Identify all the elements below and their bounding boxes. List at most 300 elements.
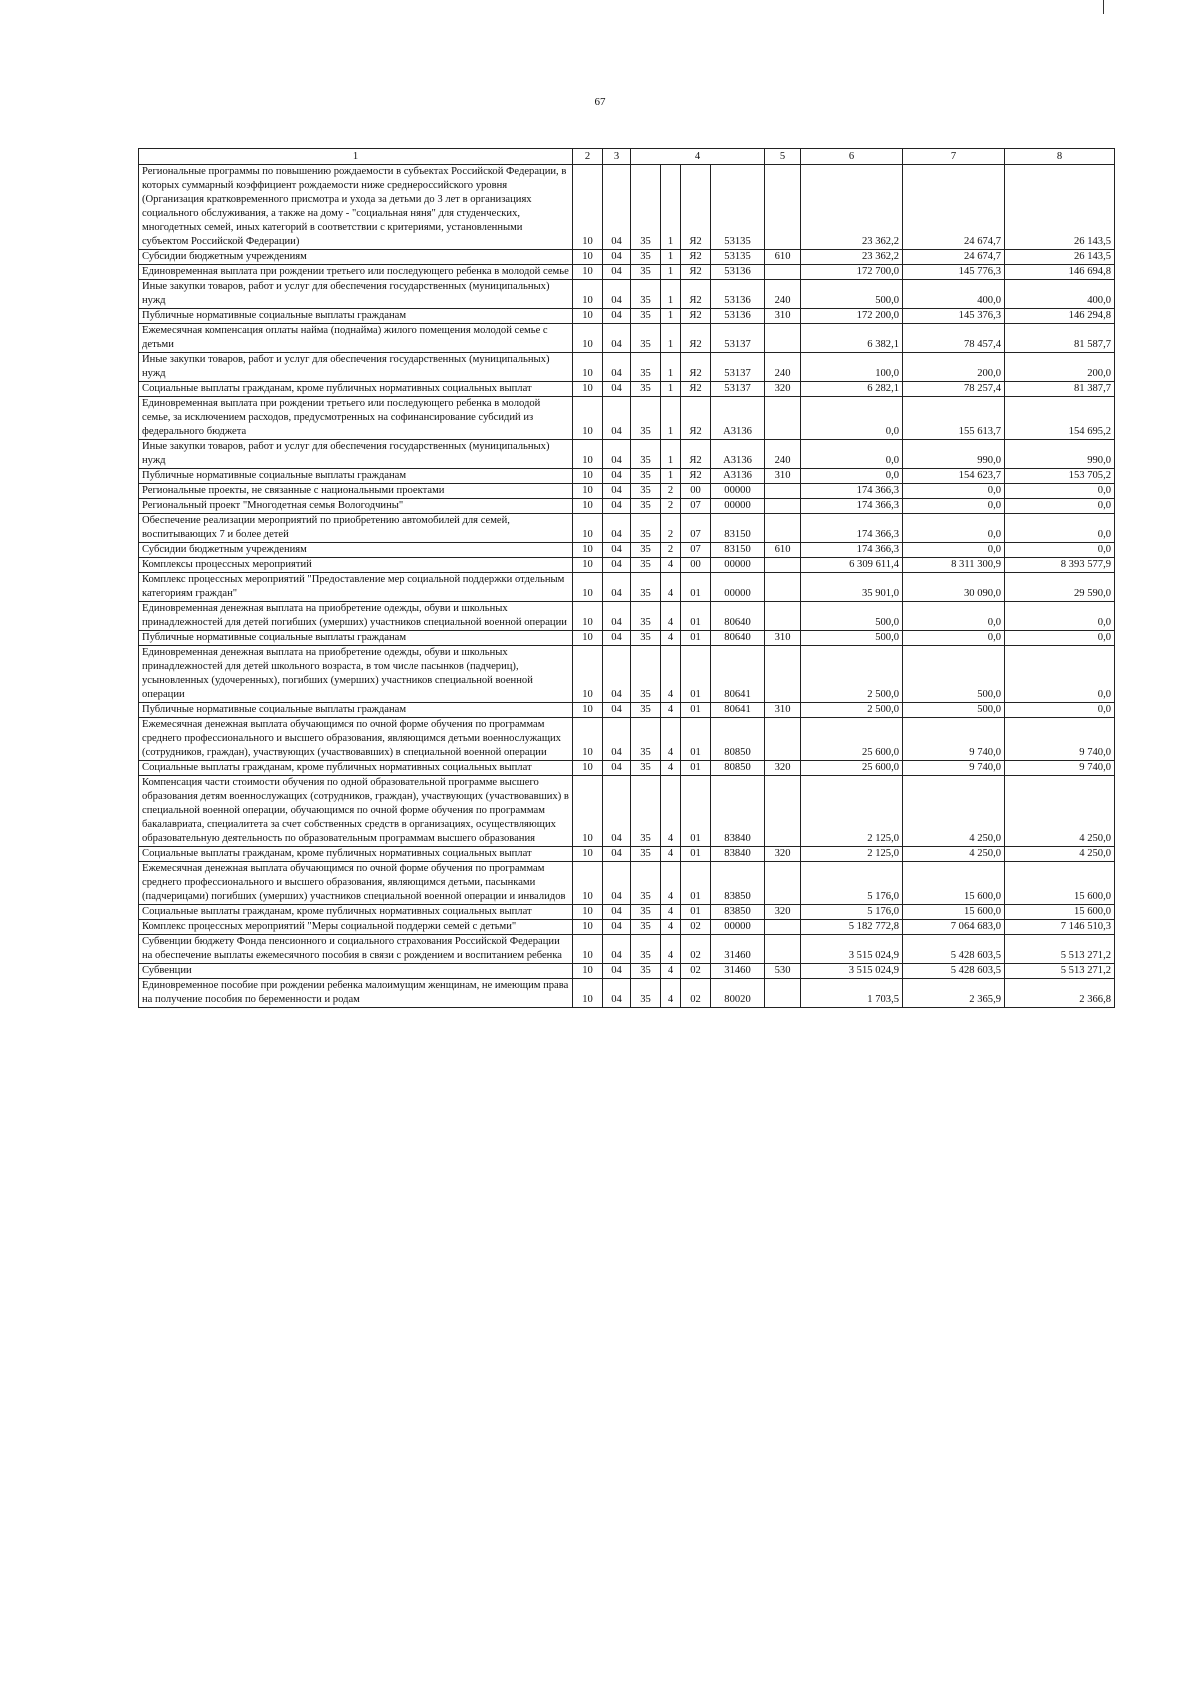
- row-project-code: 02: [681, 935, 711, 964]
- table-row: [139, 905, 1115, 920]
- row-value-6: 174 366,3: [801, 499, 903, 514]
- row-subprogram-code: 4: [661, 776, 681, 847]
- table-body: [139, 165, 1115, 1008]
- row-direction-code: 00000: [711, 573, 765, 602]
- row-project-code: 01: [681, 573, 711, 602]
- row-section: 10: [573, 250, 603, 265]
- row-subsection: 04: [603, 920, 631, 935]
- row-subprogram-code: 1: [661, 353, 681, 382]
- row-expense-type: 310: [765, 469, 801, 484]
- row-value-8: 9 740,0: [1005, 761, 1115, 776]
- row-expense-type: [765, 499, 801, 514]
- row-program-code: 35: [631, 265, 661, 280]
- row-value-7: 0,0: [903, 631, 1005, 646]
- row-name: Единовременная выплата при рождении третьего или последующего ребенка в молодой семье: [139, 265, 573, 280]
- row-subsection: 04: [603, 484, 631, 499]
- row-direction-code: 83850: [711, 905, 765, 920]
- table-row: [139, 165, 1115, 250]
- row-subsection: 04: [603, 353, 631, 382]
- row-value-7: 400,0: [903, 280, 1005, 309]
- row-direction-code: 80641: [711, 646, 765, 703]
- row-name: Комплекс процессных мероприятий "Меры социальной поддержи семей с детьми": [139, 920, 573, 935]
- row-project-code: Я2: [681, 440, 711, 469]
- row-project-code: 01: [681, 631, 711, 646]
- row-value-6: 0,0: [801, 397, 903, 440]
- row-project-code: 01: [681, 718, 711, 761]
- row-section: 10: [573, 265, 603, 280]
- row-subsection: 04: [603, 165, 631, 250]
- row-section: 10: [573, 631, 603, 646]
- row-value-6: 23 362,2: [801, 165, 903, 250]
- row-subsection: 04: [603, 382, 631, 397]
- row-value-8: 9 740,0: [1005, 718, 1115, 761]
- table-row: [139, 397, 1115, 440]
- row-value-8: 0,0: [1005, 543, 1115, 558]
- header-col-8: 8: [1005, 149, 1115, 165]
- row-expense-type: [765, 920, 801, 935]
- row-direction-code: 53135: [711, 165, 765, 250]
- row-value-7: 4 250,0: [903, 776, 1005, 847]
- row-project-code: 01: [681, 776, 711, 847]
- row-expense-type: 320: [765, 761, 801, 776]
- row-value-7: 2 365,9: [903, 979, 1005, 1008]
- row-project-code: 01: [681, 646, 711, 703]
- row-subsection: 04: [603, 847, 631, 862]
- row-direction-code: 80850: [711, 718, 765, 761]
- row-name: Социальные выплаты гражданам, кроме публичных нормативных социальных выплат: [139, 847, 573, 862]
- table-row: [139, 718, 1115, 761]
- row-expense-type: 320: [765, 847, 801, 862]
- row-direction-code: 80640: [711, 602, 765, 631]
- row-name: Публичные нормативные социальные выплаты гражданам: [139, 309, 573, 324]
- row-name: Социальные выплаты гражданам, кроме публичных нормативных социальных выплат: [139, 761, 573, 776]
- table-row: [139, 382, 1115, 397]
- row-value-6: 0,0: [801, 469, 903, 484]
- row-project-code: Я2: [681, 469, 711, 484]
- row-expense-type: [765, 573, 801, 602]
- row-subsection: 04: [603, 514, 631, 543]
- row-direction-code: 80640: [711, 631, 765, 646]
- row-value-8: 4 250,0: [1005, 776, 1115, 847]
- row-section: 10: [573, 397, 603, 440]
- row-subprogram-code: 4: [661, 631, 681, 646]
- row-direction-code: 83150: [711, 514, 765, 543]
- row-program-code: 35: [631, 847, 661, 862]
- row-value-6: 174 366,3: [801, 484, 903, 499]
- header-col-6: 6: [801, 149, 903, 165]
- row-value-6: 2 500,0: [801, 646, 903, 703]
- row-subprogram-code: 2: [661, 543, 681, 558]
- row-section: 10: [573, 646, 603, 703]
- row-section: 10: [573, 761, 603, 776]
- row-direction-code: 53137: [711, 353, 765, 382]
- row-subsection: 04: [603, 324, 631, 353]
- row-subsection: 04: [603, 543, 631, 558]
- row-direction-code: 80850: [711, 761, 765, 776]
- row-value-6: 6 382,1: [801, 324, 903, 353]
- row-value-8: 0,0: [1005, 484, 1115, 499]
- row-value-7: 200,0: [903, 353, 1005, 382]
- row-subsection: 04: [603, 558, 631, 573]
- row-value-8: 2 366,8: [1005, 979, 1115, 1008]
- row-value-6: 0,0: [801, 440, 903, 469]
- row-expense-type: 530: [765, 964, 801, 979]
- row-program-code: 35: [631, 309, 661, 324]
- row-value-8: 26 143,5: [1005, 165, 1115, 250]
- row-subprogram-code: 1: [661, 165, 681, 250]
- row-value-8: 200,0: [1005, 353, 1115, 382]
- table-row: [139, 646, 1115, 703]
- row-name: Иные закупки товаров, работ и услуг для обеспечения государственных (муниципальных) нужд: [139, 280, 573, 309]
- row-name: Комплекс процессных мероприятий "Предоставление мер социальной поддержки отдельным категориям граждан": [139, 573, 573, 602]
- row-name: Социальные выплаты гражданам, кроме публичных нормативных социальных выплат: [139, 905, 573, 920]
- row-name: Субвенции бюджету Фонда пенсионного и социального страхования Российской Федерации на обеспечение выплаты ежемесячного пособия в связи с рождением и воспитанием ребенка: [139, 935, 573, 964]
- row-name: Иные закупки товаров, работ и услуг для обеспечения государственных (муниципальных) нужд: [139, 353, 573, 382]
- row-direction-code: 53137: [711, 382, 765, 397]
- row-project-code: Я2: [681, 324, 711, 353]
- table-row: [139, 353, 1115, 382]
- row-subprogram-code: 1: [661, 309, 681, 324]
- row-section: 10: [573, 382, 603, 397]
- row-subsection: 04: [603, 761, 631, 776]
- row-expense-type: [765, 558, 801, 573]
- row-direction-code: 31460: [711, 964, 765, 979]
- table-row: [139, 847, 1115, 862]
- row-subsection: 04: [603, 265, 631, 280]
- row-value-7: 30 090,0: [903, 573, 1005, 602]
- header-row: [139, 149, 1115, 165]
- row-expense-type: [765, 646, 801, 703]
- table-row: [139, 761, 1115, 776]
- row-subprogram-code: 4: [661, 964, 681, 979]
- row-expense-type: [765, 514, 801, 543]
- row-name: Ежемесячная денежная выплата обучающимся по очной форме обучения по программам среднего профессионального и высшего образования, являющимся детьми, пасынками (падчерицами) погибших (умерших) участников специальной военной операции и инвалидов: [139, 862, 573, 905]
- row-section: 10: [573, 440, 603, 469]
- row-value-6: 172 700,0: [801, 265, 903, 280]
- row-program-code: 35: [631, 397, 661, 440]
- row-project-code: Я2: [681, 397, 711, 440]
- row-program-code: 35: [631, 353, 661, 382]
- row-expense-type: 610: [765, 250, 801, 265]
- row-expense-type: 320: [765, 382, 801, 397]
- row-subprogram-code: 4: [661, 979, 681, 1008]
- row-value-7: 145 376,3: [903, 309, 1005, 324]
- row-section: 10: [573, 979, 603, 1008]
- row-section: 10: [573, 964, 603, 979]
- row-subsection: 04: [603, 935, 631, 964]
- row-direction-code: 83150: [711, 543, 765, 558]
- row-expense-type: [765, 862, 801, 905]
- row-subprogram-code: 4: [661, 920, 681, 935]
- row-value-6: 5 176,0: [801, 905, 903, 920]
- row-project-code: 01: [681, 602, 711, 631]
- corner-mark: [1103, 0, 1104, 14]
- table-row: [139, 440, 1115, 469]
- row-name: Публичные нормативные социальные выплаты гражданам: [139, 469, 573, 484]
- row-subprogram-code: 1: [661, 382, 681, 397]
- row-section: 10: [573, 469, 603, 484]
- row-project-code: Я2: [681, 382, 711, 397]
- table-row: [139, 514, 1115, 543]
- row-value-6: 172 200,0: [801, 309, 903, 324]
- row-name: Ежемесячная денежная выплата обучающимся по очной форме обучения по программам среднего профессионального и высшего образования, являющимся детьми военнослужащих (сотрудников, граждан), участвующих (участвовавших) в специальной военной операции: [139, 718, 573, 761]
- row-program-code: 35: [631, 964, 661, 979]
- row-program-code: 35: [631, 469, 661, 484]
- row-subprogram-code: 1: [661, 280, 681, 309]
- row-program-code: 35: [631, 631, 661, 646]
- row-project-code: 01: [681, 703, 711, 718]
- row-subprogram-code: 1: [661, 440, 681, 469]
- row-project-code: 01: [681, 847, 711, 862]
- row-program-code: 35: [631, 602, 661, 631]
- row-subprogram-code: 1: [661, 469, 681, 484]
- row-value-8: 26 143,5: [1005, 250, 1115, 265]
- row-subsection: 04: [603, 602, 631, 631]
- row-project-code: 01: [681, 761, 711, 776]
- row-direction-code: 00000: [711, 558, 765, 573]
- row-expense-type: 240: [765, 280, 801, 309]
- row-section: 10: [573, 862, 603, 905]
- row-value-7: 78 457,4: [903, 324, 1005, 353]
- row-section: 10: [573, 558, 603, 573]
- row-section: 10: [573, 573, 603, 602]
- row-direction-code: 53136: [711, 280, 765, 309]
- row-subsection: 04: [603, 573, 631, 602]
- row-value-7: 500,0: [903, 703, 1005, 718]
- row-expense-type: 310: [765, 703, 801, 718]
- table-row: [139, 309, 1115, 324]
- row-program-code: 35: [631, 324, 661, 353]
- row-value-7: 24 674,7: [903, 165, 1005, 250]
- row-value-8: 15 600,0: [1005, 862, 1115, 905]
- row-section: 10: [573, 703, 603, 718]
- row-subprogram-code: 2: [661, 484, 681, 499]
- row-direction-code: 83840: [711, 847, 765, 862]
- table-row: [139, 558, 1115, 573]
- row-value-7: 9 740,0: [903, 761, 1005, 776]
- row-program-code: 35: [631, 573, 661, 602]
- row-value-6: 2 500,0: [801, 703, 903, 718]
- row-value-6: 500,0: [801, 602, 903, 631]
- row-value-8: 29 590,0: [1005, 573, 1115, 602]
- table-row: [139, 484, 1115, 499]
- row-section: 10: [573, 602, 603, 631]
- row-project-code: Я2: [681, 309, 711, 324]
- row-subprogram-code: 2: [661, 514, 681, 543]
- row-direction-code: А3136: [711, 469, 765, 484]
- row-program-code: 35: [631, 776, 661, 847]
- table-row: [139, 324, 1115, 353]
- row-project-code: Я2: [681, 250, 711, 265]
- row-section: 10: [573, 776, 603, 847]
- row-expense-type: [765, 602, 801, 631]
- row-value-7: 155 613,7: [903, 397, 1005, 440]
- row-project-code: 07: [681, 499, 711, 514]
- row-value-7: 990,0: [903, 440, 1005, 469]
- row-value-8: 5 513 271,2: [1005, 964, 1115, 979]
- row-value-7: 4 250,0: [903, 847, 1005, 862]
- row-subsection: 04: [603, 397, 631, 440]
- row-value-8: 0,0: [1005, 514, 1115, 543]
- row-value-6: 25 600,0: [801, 761, 903, 776]
- row-section: 10: [573, 514, 603, 543]
- row-subprogram-code: 4: [661, 573, 681, 602]
- row-value-8: 15 600,0: [1005, 905, 1115, 920]
- row-subsection: 04: [603, 280, 631, 309]
- row-program-code: 35: [631, 935, 661, 964]
- row-value-7: 500,0: [903, 646, 1005, 703]
- row-subsection: 04: [603, 469, 631, 484]
- row-program-code: 35: [631, 718, 661, 761]
- table-row: [139, 703, 1115, 718]
- row-value-8: 81 387,7: [1005, 382, 1115, 397]
- row-direction-code: А3136: [711, 440, 765, 469]
- row-subprogram-code: 4: [661, 761, 681, 776]
- row-subsection: 04: [603, 440, 631, 469]
- row-name: Единовременная выплата при рождении третьего или последующего ребенка в молодой семье, за исключением расходов, предусмотренных на софинансирование субсидий из федерального бюджета: [139, 397, 573, 440]
- row-subsection: 04: [603, 979, 631, 1008]
- row-project-code: 01: [681, 862, 711, 905]
- table-row: [139, 631, 1115, 646]
- row-subprogram-code: 1: [661, 265, 681, 280]
- row-name: Субсидии бюджетным учреждениям: [139, 250, 573, 265]
- row-expense-type: [765, 979, 801, 1008]
- table-row: [139, 776, 1115, 847]
- row-direction-code: 53135: [711, 250, 765, 265]
- row-value-7: 0,0: [903, 514, 1005, 543]
- row-value-6: 35 901,0: [801, 573, 903, 602]
- row-section: 10: [573, 905, 603, 920]
- budget-table: [138, 148, 1115, 1008]
- row-section: 10: [573, 165, 603, 250]
- row-program-code: 35: [631, 761, 661, 776]
- row-program-code: 35: [631, 484, 661, 499]
- row-subsection: 04: [603, 631, 631, 646]
- row-program-code: 35: [631, 250, 661, 265]
- row-name: Единовременное пособие при рождении ребенка малоимущим женщинам, не имеющим права на получение пособия по беременности и родам: [139, 979, 573, 1008]
- row-expense-type: 320: [765, 905, 801, 920]
- row-value-6: 5 182 772,8: [801, 920, 903, 935]
- row-section: 10: [573, 935, 603, 964]
- row-value-7: 78 257,4: [903, 382, 1005, 397]
- row-name: Социальные выплаты гражданам, кроме публичных нормативных социальных выплат: [139, 382, 573, 397]
- row-subprogram-code: 1: [661, 397, 681, 440]
- row-value-7: 5 428 603,5: [903, 935, 1005, 964]
- row-direction-code: 53136: [711, 309, 765, 324]
- row-value-6: 3 515 024,9: [801, 935, 903, 964]
- row-value-7: 0,0: [903, 499, 1005, 514]
- row-value-6: 3 515 024,9: [801, 964, 903, 979]
- row-program-code: 35: [631, 543, 661, 558]
- row-value-8: 154 695,2: [1005, 397, 1115, 440]
- row-program-code: 35: [631, 703, 661, 718]
- row-direction-code: 80641: [711, 703, 765, 718]
- row-subprogram-code: 4: [661, 703, 681, 718]
- row-value-7: 15 600,0: [903, 905, 1005, 920]
- row-direction-code: 83840: [711, 776, 765, 847]
- row-subprogram-code: 4: [661, 602, 681, 631]
- row-value-6: 1 703,5: [801, 979, 903, 1008]
- row-section: 10: [573, 324, 603, 353]
- row-program-code: 35: [631, 165, 661, 250]
- row-value-6: 23 362,2: [801, 250, 903, 265]
- row-value-7: 9 740,0: [903, 718, 1005, 761]
- row-name: Обеспечение реализации мероприятий по приобретению автомобилей для семей, воспитывающих 7 и более детей: [139, 514, 573, 543]
- header-col-1: 1: [139, 149, 573, 165]
- row-expense-type: [765, 265, 801, 280]
- row-value-8: 146 694,8: [1005, 265, 1115, 280]
- row-name: Единовременная денежная выплата на приобретение одежды, обуви и школьных принадлежностей для детей школьного возраста, в том числе пасынков (падчериц), усыновленных (удочеренных), погибших (умерших) участников специальной военной операции: [139, 646, 573, 703]
- row-expense-type: [765, 935, 801, 964]
- row-expense-type: 240: [765, 353, 801, 382]
- row-name: Публичные нормативные социальные выплаты гражданам: [139, 631, 573, 646]
- row-value-6: 100,0: [801, 353, 903, 382]
- row-expense-type: [765, 165, 801, 250]
- row-value-7: 24 674,7: [903, 250, 1005, 265]
- table-row: [139, 250, 1115, 265]
- row-subsection: 04: [603, 646, 631, 703]
- row-section: 10: [573, 353, 603, 382]
- row-program-code: 35: [631, 514, 661, 543]
- row-value-7: 145 776,3: [903, 265, 1005, 280]
- row-program-code: 35: [631, 280, 661, 309]
- header-col-7: 7: [903, 149, 1005, 165]
- header-col-4: 4: [631, 149, 765, 165]
- row-program-code: 35: [631, 905, 661, 920]
- row-project-code: 07: [681, 543, 711, 558]
- header-col-5: 5: [765, 149, 801, 165]
- row-program-code: 35: [631, 440, 661, 469]
- row-subsection: 04: [603, 250, 631, 265]
- row-subprogram-code: 1: [661, 324, 681, 353]
- row-section: 10: [573, 280, 603, 309]
- row-subprogram-code: 4: [661, 862, 681, 905]
- row-direction-code: 53136: [711, 265, 765, 280]
- row-subprogram-code: 4: [661, 558, 681, 573]
- row-subprogram-code: 2: [661, 499, 681, 514]
- table-row: [139, 979, 1115, 1008]
- row-value-7: 15 600,0: [903, 862, 1005, 905]
- row-project-code: 00: [681, 558, 711, 573]
- row-subsection: 04: [603, 718, 631, 761]
- row-subprogram-code: 4: [661, 646, 681, 703]
- table-row: [139, 499, 1115, 514]
- row-value-7: 154 623,7: [903, 469, 1005, 484]
- row-program-code: 35: [631, 862, 661, 905]
- row-expense-type: 310: [765, 309, 801, 324]
- row-subsection: 04: [603, 703, 631, 718]
- row-name: Иные закупки товаров, работ и услуг для обеспечения государственных (муниципальных) нужд: [139, 440, 573, 469]
- row-project-code: 02: [681, 920, 711, 935]
- row-value-8: 0,0: [1005, 703, 1115, 718]
- row-section: 10: [573, 499, 603, 514]
- table-row: [139, 964, 1115, 979]
- row-project-code: Я2: [681, 353, 711, 382]
- row-value-8: 153 705,2: [1005, 469, 1115, 484]
- row-direction-code: 00000: [711, 920, 765, 935]
- row-direction-code: 31460: [711, 935, 765, 964]
- row-expense-type: [765, 397, 801, 440]
- row-direction-code: 83850: [711, 862, 765, 905]
- row-value-7: 0,0: [903, 543, 1005, 558]
- row-value-8: 0,0: [1005, 602, 1115, 631]
- row-project-code: 02: [681, 979, 711, 1008]
- row-project-code: Я2: [681, 165, 711, 250]
- row-direction-code: 80020: [711, 979, 765, 1008]
- row-value-8: 400,0: [1005, 280, 1115, 309]
- row-program-code: 35: [631, 920, 661, 935]
- table-row: [139, 280, 1115, 309]
